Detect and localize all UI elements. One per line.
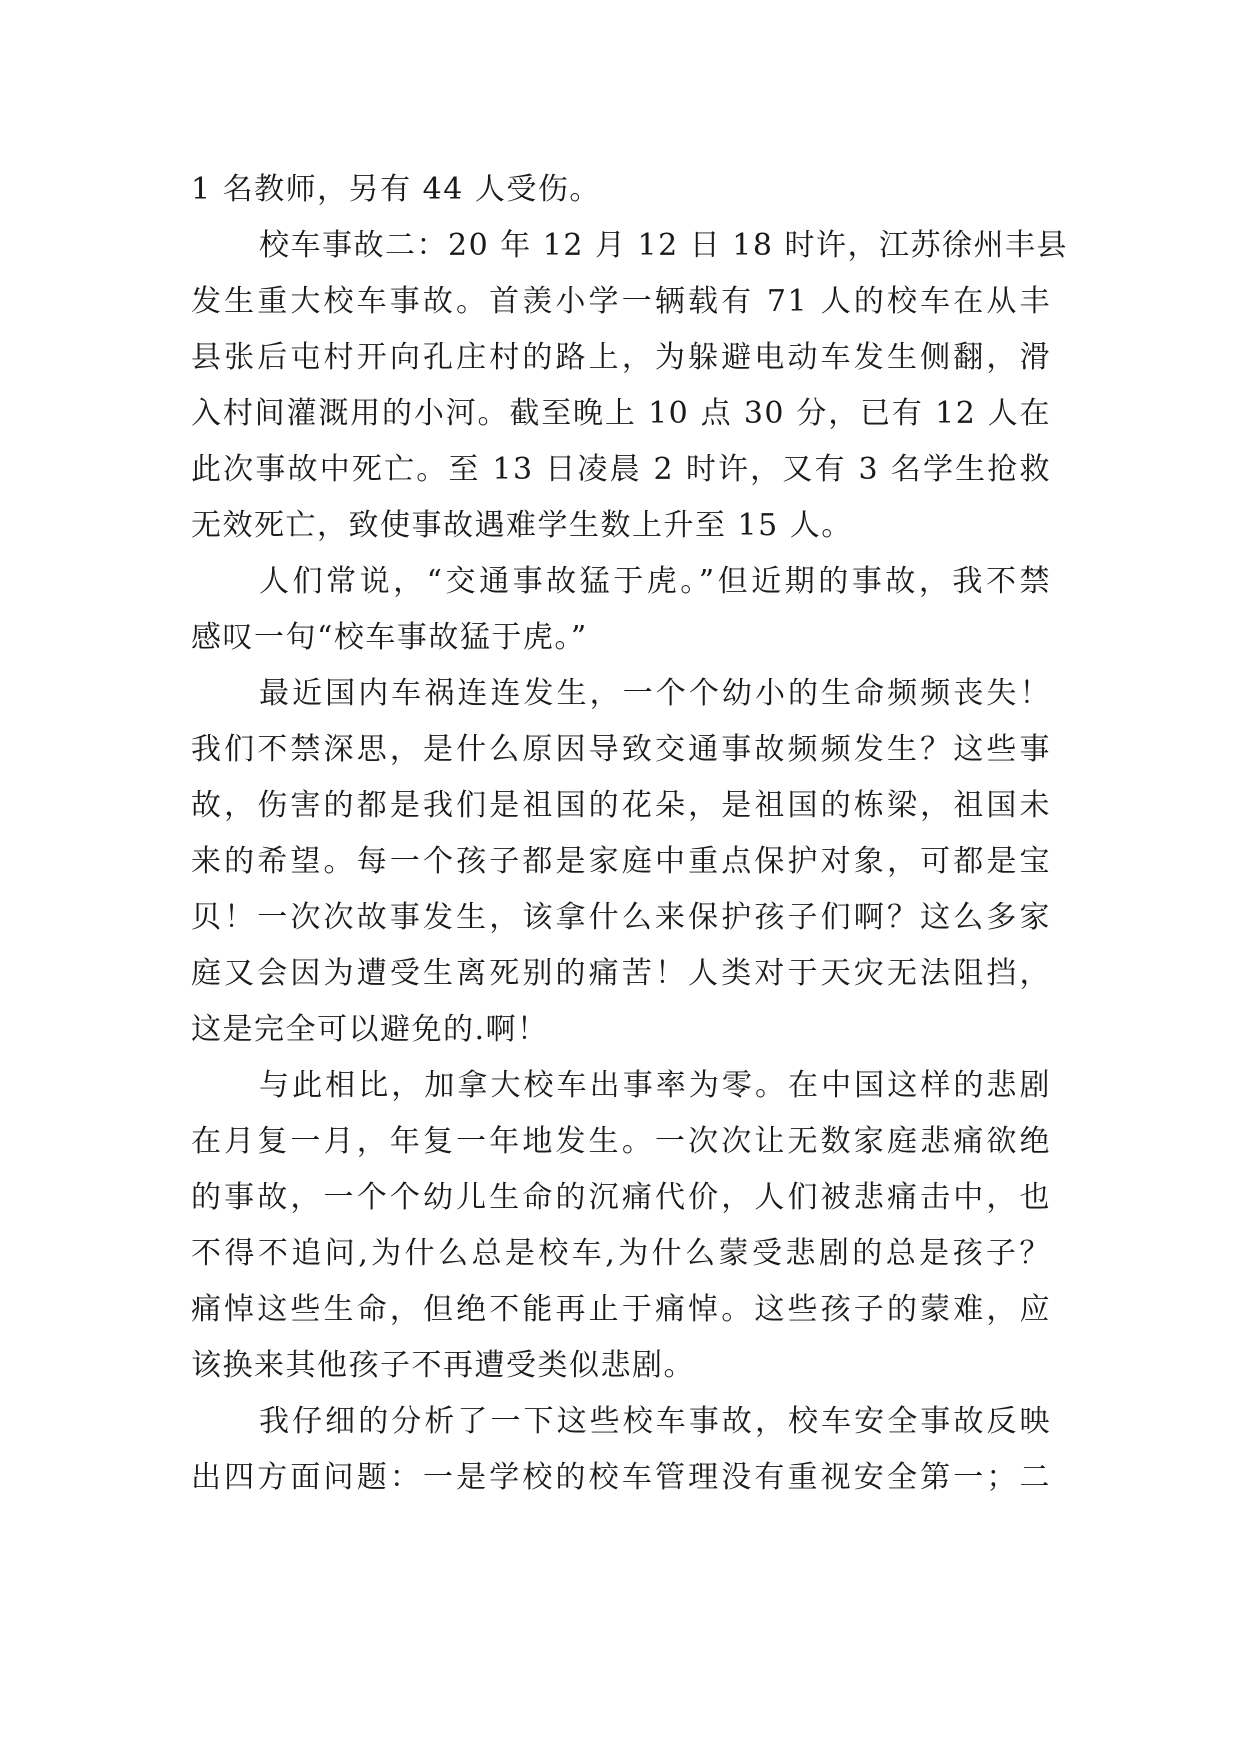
text-line: 出四方面问题：一是学校的校车管理没有重视安全第一；二 — [191, 1460, 1051, 1495]
text-line: 我仔细的分析了一下这些校车事故，校车安全事故反映 — [259, 1404, 1051, 1439]
text-line: 校车事故二：20 年 12 月 12 日 18 时许，江苏徐州丰县 — [259, 228, 1068, 263]
text-line: 最近国内车祸连连发生，一个个幼小的生命频频丧失！ — [259, 676, 1051, 711]
text-line: 这是完全可以避免的.啊！ — [191, 1012, 549, 1047]
text-line: 发生重大校车事故。首羡小学一辆载有 71 人的校车在从丰 — [191, 284, 1051, 319]
text-line: 庭又会因为遭受生离死别的痛苦！人类对于天灾无法阻挡， — [191, 956, 1051, 991]
text-line: 无效死亡，致使事故遇难学生数上升至 15 人。 — [191, 508, 853, 543]
text-line: 来的希望。每一个孩子都是家庭中重点保护对象，可都是宝 — [191, 844, 1051, 879]
text-line: 贝！一次次故事发生，该拿什么来保护孩子们啊？这么多家 — [191, 900, 1051, 935]
text-line: 人们常说，“交通事故猛于虎。”但近期的事故，我不禁 — [259, 564, 1051, 599]
text-line: 的事故，一个个幼儿生命的沉痛代价，人们被悲痛击中，也 — [191, 1180, 1051, 1215]
text-line: 此次事故中死亡。至 13 日凌晨 2 时许，又有 3 名学生抢救 — [191, 452, 1051, 487]
text-line: 该换来其他孩子不再遭受类似悲剧。 — [191, 1348, 695, 1383]
text-line: 故，伤害的都是我们是祖国的花朵，是祖国的栋梁，祖国未 — [191, 788, 1051, 823]
text-line: 县张后屯村开向孔庄村的路上，为躲避电动车发生侧翻，滑 — [191, 340, 1051, 375]
text-line: 与此相比，加拿大校车出事率为零。在中国这样的悲剧 — [259, 1068, 1051, 1103]
text-line: 感叹一句“校车事故猛于虎。” — [191, 620, 588, 655]
document-body — [191, 162, 1068, 1506]
text-line: 我们不禁深思，是什么原因导致交通事故频频发生？这些事 — [191, 732, 1051, 767]
text-line: 在月复一月，年复一年地发生。一次次让无数家庭悲痛欲绝 — [191, 1124, 1051, 1159]
text-line: 痛悼这些生命，但绝不能再止于痛悼。这些孩子的蒙难，应 — [191, 1292, 1051, 1327]
text-line: 不得不追问,为什么总是校车,为什么蒙受悲剧的总是孩子？ — [191, 1236, 1051, 1271]
text-line: 入村间灌溉用的小河。截至晚上 10 点 30 分，已有 12 人在 — [191, 396, 1051, 431]
text-line: 1 名教师，另有 44 人受伤。 — [191, 172, 601, 207]
